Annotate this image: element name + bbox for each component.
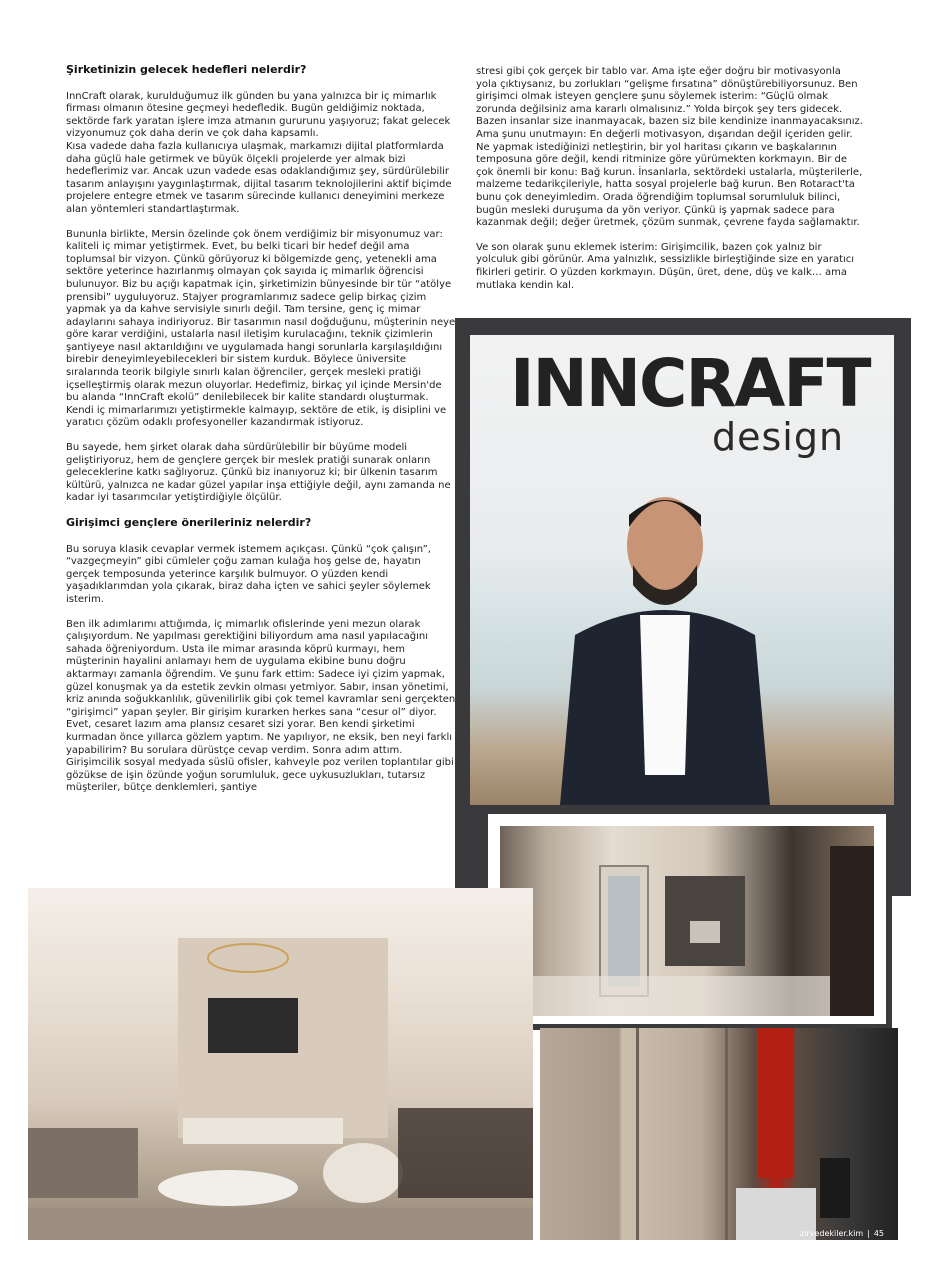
paragraph: Bununla birlikte, Mersin özelinde çok önem verdiğimiz bir misyonumuz var: kaliteli iç mimar yetiştirmek. Evet, bu belki ticari bir hedef değil ama toplumsal bir vizyon. Çünkü görüyoruz ki bölgemizde genç, yetenekli ama sektöre yeterince hazırlanmış olmayan çok sayıda iç mimarlık öğrencisi bulunuyor. Biz bu açığı kapatmak için, şirketimizin bünyesinde bir tür “atölye prensibi” uyguluyoruz. Stajyer programlarımız sadece gelip birkaç çizim yapmak ya da kahve servisiyle sınırlı değil. Tam tersine, genç iç mimar adaylarını sahaya indiriyoruz. Bir tasarımın nasıl doğduğunu, müşterinin neye göre karar verdiğini, ustalarla nasıl iletişim kurulacağını, teknik çizimlerin şantiyeye nasıl aktarıldığını ve uygulamada hangi sorunlarla karşılaşıldığını birebir deneyimleyebilecekleri bir sistem kurduk. Böylece üniversite sıralarında teorik bilgiyle sınırlı kalan öğrenciler, gerçek mesleki pratiği içselleştirmiş olarak mezun oluyorlar. Hedefimiz, birkaç yıl içinde Mersin'de bu alanda “InnCraft ekolü” denilebilecek bir kalite standardı oluşturmak. Kendi iç mimarlarımızı yetiştirmekle kalmayıp, sektöre de etik, iş disiplini ve yaratıcı çözüm odaklı profesyoneller kazandırmak istiyoruz. [66,228,456,429]
logo-wall [510,345,870,422]
paragraph: InnCraft olarak, kurulduğumuz ilk günden bu yana yalnızca bir iç mimarlık firması olmanın ötesine geçmeyi hedefledik. Bugün geldiğimiz noktada, sektörde fark yaratan işlere imza atmanın gururunu yaşıyoruz; fakat gelecek vizyonumuz çok daha derin ve çok daha kapsamlı. [66,90,451,140]
brand-logo-sub: design [712,415,845,459]
person-figure [555,475,775,805]
wood-panel-illustration [540,1028,898,1240]
left-column [66,64,456,807]
brand-logo: INNCRAFT [510,345,870,422]
footer-separator: | [867,1229,870,1238]
wood-panel-photo [540,1028,898,1240]
page-footer [800,1228,884,1240]
hallway-illustration [500,826,874,1016]
paragraph: Bu sayede, hem şirket olarak daha sürdürülebilir bir büyüme modeli geliştiriyoruz, hem de gençlere gerçek bir meslek pratiği sunarak onların geleceklerine katkı sağlıyoruz. Çünkü biz inanıyoruz ki; bir ülkenin tasarım kültürü, yalnızca ne kadar güzel yapılar inşa ettiğiyle değil, aynı zamanda ne kadar iyi tasarımcılar yetiştirdiğiyle ölçülür. [66,442,451,504]
heading-future-goals: Şirketinizin gelecek hedefleri nelerdir? [66,63,307,76]
living-room-photo [28,888,533,1240]
living-room-illustration [28,888,533,1240]
hallway-photo [500,826,874,1016]
heading-advice: Girişimci gençlere önerileriniz nelerdir? [66,516,312,529]
paragraph: Bu soruya klasik cevaplar vermek istemem açıkçası. Çünkü “çok çalışın”, “vazgeçmeyin” gibi cümleler çoğu zaman kulağa hoş gelse de, hayatın gerçek temposunda yeterince karşılık bulmuyor. O yüzden kendi yaşadıklarımdan yola çıkarak, biraz daha içten ve sahici şeyler söylemek isterim. [66,543,431,605]
paragraph: stresi gibi çok gerçek bir tablo var. Ama işte eğer doğru bir motivasyonla yola çıktıysanız, bu zorlukları “gelişme fırsatına” dönüştürebiliyorsunuz. Ben girişimci olmak isteyen gençlere şunu söylemek isterim: “Güçlü olmak zorunda değilsiniz ama kararlı olmalısınız.” Yolda birçok şey ters gidecek. Bazen insanlar size inanmayacak, bazen siz bile kendinize inanmayacaksınız. Ama şunu unutmayın: En değerli motivasyon, dışarıdan değil içeriden gelir. Ne yapmak istediğinizi netleştirin, bir yol haritası çıkarın ve başkalarının temposuna göre değil, kendi ritminize göre yürümekten korkmayın. Bir de çok önemli bir konu: Bağ kurun. İnsanlarla, sektördeki ustalarla, müşterilerle, malzeme tedarikçileriyle, hatta sosyal projelerle bağ kurun. Ben Rotaract'ta bunu çok deneyimledim. Orada öğrendiğim toplumsal sorumluluk bilinci, bugün mesleki duruşuma da yön veriyor. Çünkü iş yapmak sadece para kazanmak değil; değer üretmek, çözüm sunmak, çevrene fayda sağlamaktır. [476,66,863,229]
page-number: 45 [873,1229,885,1238]
paragraph: Ve son olarak şunu eklemek isterim: Girişimcilik, bazen çok yalnız bir yolculuk gibi görünür. Ama yalnızlık, sessizlikle birleştiğinde size en yaratıcı fikirleri getirir. O yüzden korkmayın. Düşün, üret, dene, düş ve kalk… ama mutlaka kendin kal. [476,241,855,291]
site-name: zirvedekiler.kim [800,1229,864,1238]
right-column [476,66,864,304]
paragraph: Ben ilk adımlarımı attığımda, iç mimarlık ofislerinde yeni mezun olarak çalışıyordum. Ne yapılması gerektiğini biliyordum ama nasıl yapılacağını sahada öğreniyordum. Usta ile mimar arasında köprü kurmayı, hem müşterinin hayalini anlamayı hem de uygulama ekibine bunu doğru aktarmayı zamanla öğrendim. Ve şunu fark ettim: Sadece iyi çizim yapmak, güzel konuşmak ya da estetik zevkin olması yetmiyor. Sabır, insan yönetimi, kriz anında soğukkanlılık, güvenilirlik gibi çok temel kavramlar seni gerçekten “girişimci” yapan şeyler. Bir girişim kurarken herkes sana “cesur ol” diyor. Evet, cesaret lazım ama plansız cesaret sizi yorar. Ben kendi şirketimi kurmadan önce yıllarca gözlem yaptım. Ne yapılıyor, ne eksik, ben neyi farklı yapabilirim? Bu sorulara dürüstçe cevap verdim. Sonra adım attım. Girişimcilik sosyal medyada süslü ofisler, kahveyle poz verilen toplantılar gibi gözükse de işin özünde yoğun sorumluluk, gece uykusuzlukları, tutarsız müşteriler, bütçe denklemleri, şantiye [66,618,456,794]
portrait-photo [470,335,894,805]
paragraph: Kısa vadede daha fazla kullanıcıya ulaşmak, markamızı dijital platformlarda daha güçlü hale getirmek ve büyük ölçekli projelerde yer almak bizi hedeflerimiz var. Ancak uzun vadede esas odaklandığımız şey, sürdürülebilir tasarım anlayışını yaygınlaştırmak, dijital tasarım teknolojilerini aktif biçimde projelere entegre etmek ve tasarım sürecinde kullanıcı deneyimini merkeze alan yöntemleri standartlaştırmak. [66,140,452,215]
